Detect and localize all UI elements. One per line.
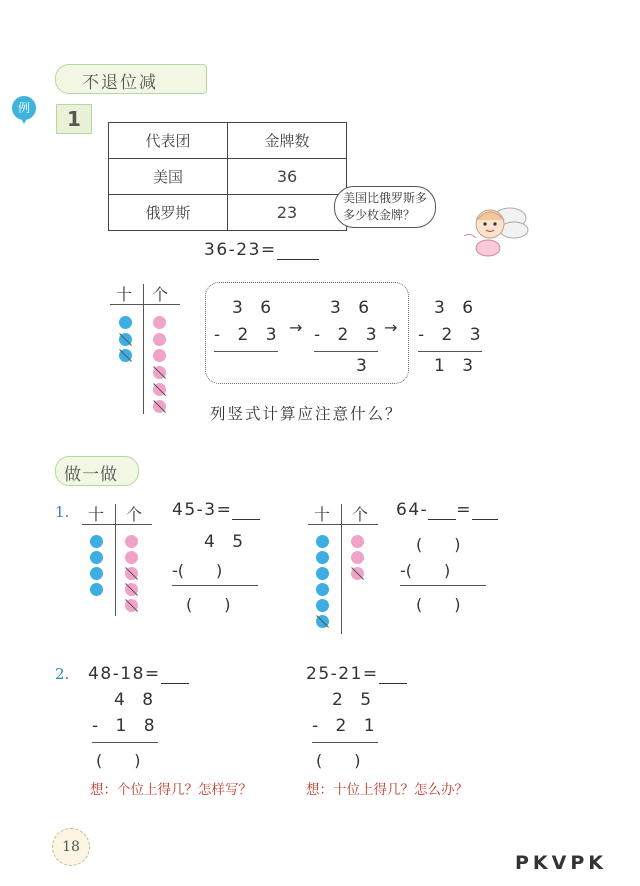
question-number: 1.	[55, 503, 70, 521]
q2a-result: ( )	[96, 751, 141, 770]
tens-bead	[119, 316, 132, 329]
table-row	[109, 159, 347, 195]
tens-bead	[316, 551, 329, 564]
equation-text: 45-3=	[172, 500, 233, 520]
ones-header: 个	[126, 505, 143, 524]
equation-text: 64-	[396, 500, 429, 520]
question-text: 列竖式计算应注意什么？	[210, 405, 403, 423]
step3-rule	[418, 351, 482, 352]
tens-bead	[90, 551, 103, 564]
q1b-minus: -( )	[400, 561, 451, 580]
step1-minus: - 2 3	[214, 325, 283, 345]
tens-bead	[90, 583, 103, 596]
main-equation	[204, 240, 319, 260]
medal-table	[108, 122, 347, 231]
ones-bead	[153, 333, 166, 346]
practice-title: 做一做	[64, 465, 118, 485]
equation-text: 48-18=	[88, 664, 161, 684]
tens-bead	[316, 567, 329, 580]
q2a-minus: - 1 8	[92, 716, 161, 736]
q2a-hint: 想：个位上得几？怎样写？	[90, 782, 252, 798]
section-title-banner	[55, 64, 207, 94]
tens-bead	[316, 535, 329, 548]
example-marker-icon: 例	[12, 96, 36, 120]
equation-text: 25-21=	[306, 664, 379, 684]
q1b-top: ( )	[416, 535, 461, 554]
ones-header: 个	[352, 505, 369, 524]
ones-bead	[351, 535, 364, 548]
practice-banner	[55, 456, 139, 486]
abacus-divider	[341, 504, 342, 634]
q1b-equation	[396, 500, 498, 520]
tens-bead	[90, 567, 103, 580]
table-cell: 俄罗斯	[109, 195, 228, 231]
step2-rule	[314, 351, 378, 352]
q1b-result: ( )	[416, 595, 461, 614]
step2-result: 3	[356, 356, 373, 376]
step3-result: 1 3	[434, 356, 480, 376]
table-cell: 23	[228, 195, 347, 231]
abacus-divider	[115, 504, 116, 616]
tens-header: 十	[88, 505, 105, 524]
answer-blank	[277, 259, 319, 260]
q2a-equation	[88, 664, 189, 684]
abacus-divider	[110, 304, 180, 305]
equation-text: 36-23=	[204, 240, 277, 260]
table-cell: 36	[228, 159, 347, 195]
abacus-divider	[143, 284, 144, 414]
q1a-rule	[172, 585, 258, 586]
step2-top: 3 6	[330, 298, 376, 318]
step2-minus: - 2 3	[314, 325, 383, 345]
section-title: 不退位减	[82, 73, 158, 93]
q1a-top: 4 5	[204, 532, 250, 552]
example-number: 1	[56, 104, 92, 134]
answer-blank	[161, 683, 189, 684]
tens-header: 十	[314, 505, 331, 524]
q2b-rule	[312, 742, 378, 743]
ones-bead	[153, 349, 166, 362]
ones-bead	[351, 551, 364, 564]
q2b-minus: - 2 1	[312, 716, 381, 736]
abacus-divider	[82, 524, 152, 525]
q2b-hint: 想：十位上得几？怎么办？	[306, 782, 468, 798]
table-row	[109, 195, 347, 231]
ones-header: 个	[152, 285, 169, 304]
answer-blank	[232, 519, 260, 520]
q1a-minus: -( )	[172, 561, 223, 580]
table-header: 金牌数	[228, 123, 347, 159]
q1a-equation	[172, 500, 260, 520]
table-cell: 美国	[109, 159, 228, 195]
cherub-illustration-icon	[450, 196, 532, 260]
step3-minus: - 2 3	[418, 325, 487, 345]
tens-bead	[316, 583, 329, 596]
question-number: 2.	[55, 665, 70, 683]
equation-text: =	[456, 500, 473, 520]
step1-rule	[214, 351, 278, 352]
q2b-equation	[306, 664, 407, 684]
q1b-rule	[400, 585, 486, 586]
q2a-top: 4 8	[114, 690, 160, 710]
arrow-icon: →	[384, 318, 398, 337]
speech-bubble: 美国比俄罗斯多多少枚金牌？	[334, 186, 436, 228]
q2a-rule	[92, 742, 158, 743]
arrow-icon: →	[289, 318, 303, 337]
q2b-top: 2 5	[332, 690, 378, 710]
q1a-result: ( )	[186, 595, 231, 614]
tens-bead	[316, 599, 329, 612]
tens-header: 十	[116, 285, 133, 304]
ones-bead	[125, 535, 138, 548]
table-header: 代表团	[109, 123, 228, 159]
ones-bead	[125, 551, 138, 564]
ones-bead	[153, 316, 166, 329]
answer-blank	[379, 683, 407, 684]
watermark: PKVPK	[515, 852, 608, 874]
page-number: 18	[52, 828, 90, 866]
step1-top: 3 6	[232, 298, 278, 318]
table-header-row	[109, 123, 347, 159]
step3-top: 3 6	[434, 298, 480, 318]
tens-bead	[90, 535, 103, 548]
abacus-divider	[308, 524, 378, 525]
answer-blank	[472, 519, 498, 520]
answer-blank	[428, 519, 456, 520]
q2b-result: ( )	[316, 751, 361, 770]
